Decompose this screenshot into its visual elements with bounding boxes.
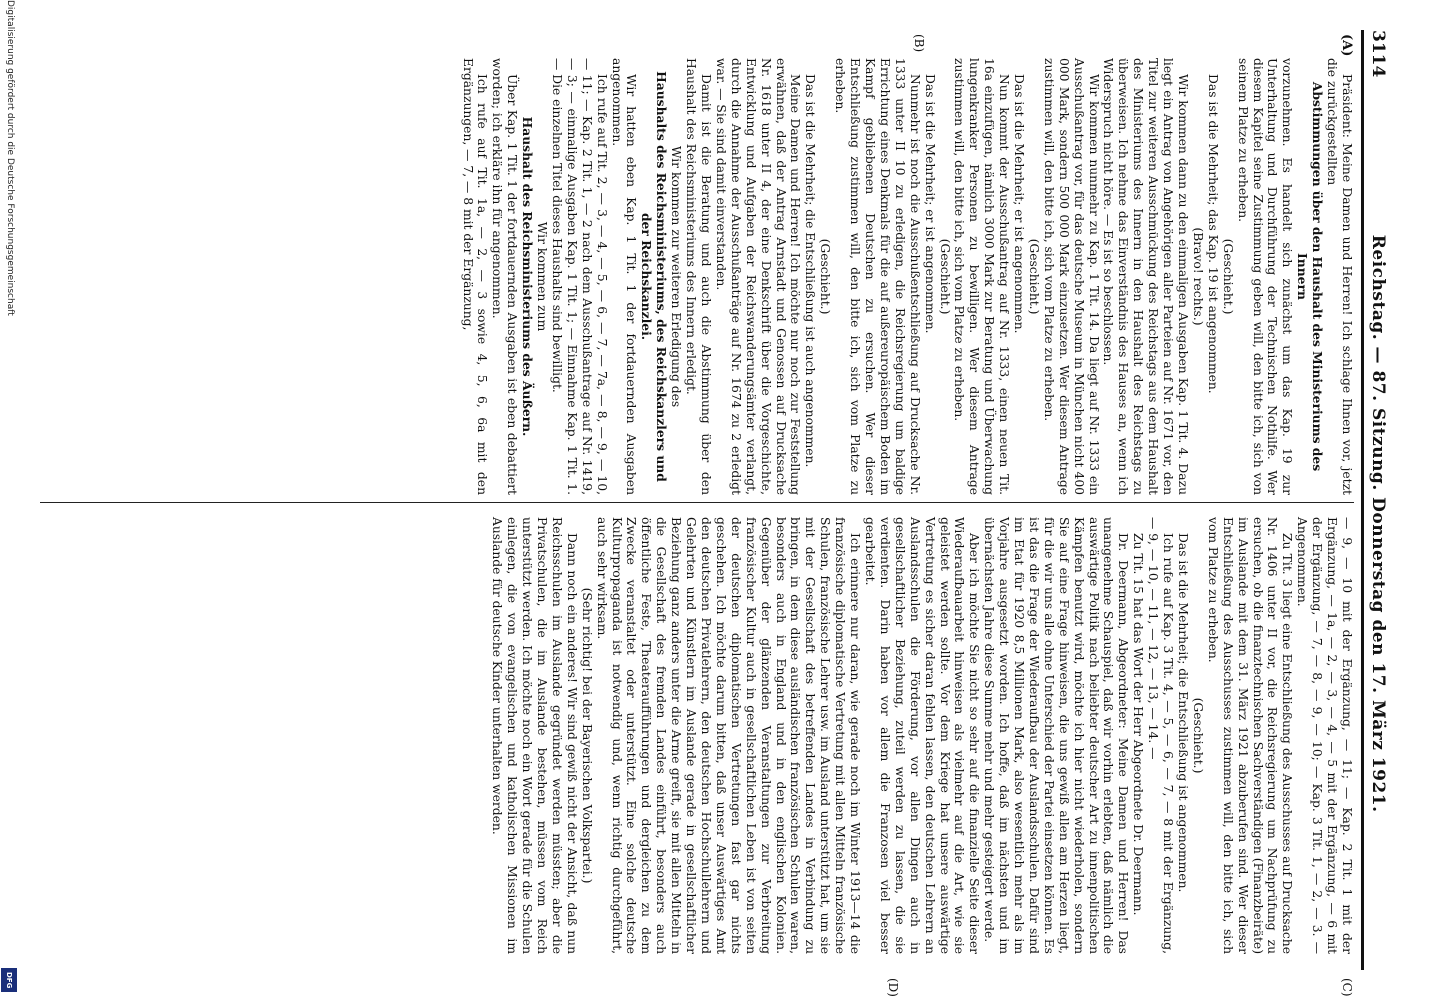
interjection: (Sehr richtig! bei der Bayerischen Volkspartei.) — [579, 587, 594, 884]
paragraph: Aber ich möchte Sie nicht so sehr auf die finanzielle Seite dieser Wiederaufbauarbeit hinweisen als vielmehr auf die Art, wie sie geleistet werden sollte. Vor dem Kriege hat unsere auswärtige Vertretung es sicher daran fehlen lassen, den deutschen Lehrern an Auslandsschulen die Förderung, vor allen Dingen auch in gesellschaftlicher Beziehung, zuteil werden zu lassen, die sie verdienten. Darin haben vor allem die Franzosen viel besser gearbeitet. — [863, 517, 982, 954]
paragraph: Wir kommen zur weiteren Erledigung des — [669, 145, 684, 408]
margin-mark-a: (A) — [1339, 34, 1354, 57]
section-heading: Haushalts des Reichsministeriums, des Reichskanzlers und der Reichskanzlei. — [639, 71, 670, 482]
paragraph: Ich rufe auf Tit. 2, — 3, — 4, — 5, — 6, — 7, — 7a, — 8, — 9, — 10, — 11; — Kap. 2 Tit. 1, — 2 nach dem Ausschußantrage auf Nr. 1419, — 3; — einmalige Ausgaben Kap. 1 Tit. 1; — Einnahme Kap. 1 Tit. 1. — Die einzelnen Titel dieses Haushalts sind bewilligt. — [549, 58, 609, 495]
column-separator — [40, 502, 1354, 503]
paragraph: Das ist die Mehrheit; das Kap. 19 ist angenommen. — [1205, 74, 1220, 394]
rotated-document-page — [20, 0, 1420, 1000]
margin-mark-d: (D) — [886, 978, 900, 997]
paragraph: Ich erinnere nur daran, wie gerade noch im Winter 1913—14 die französische diplomatische Vertretung mit allen Mitteln französische Schulen, französische Lehrer usw. im Ausland unterstützt hat, um sie mit der Gesellschaft des betreffenden Landes in Verbindung zu bringen, in dem diese ausländischen französischen Schulen waren, besonders auch in England und in den englischen Kolonien. Gegenüber der glänzenden Veranstaltungen zur Verbreitung französischer Kultur auch in gesellschaftlichen Leben ist von seiten der deutschen diplomatischen Vertretungen fast gar nichts geschehen. Ich möchte darum bitten, daß unser Auswärtiges Amt den deutschen Privatlehrern, den deutschen Hochschullehrern und Gelehrten und Künstlern im Auslande gerade in gesellschaftlicher Beziehung ganz anders unter die Arme greift, sie mit allen Mitteln in die Gesellschaft des fremden Landes einführt, besonders auch öffentliche Feste, Theateraufführungen und dergleichen zu dem Zwecke veranstaltet oder unterstützt. Eine solche deutsche Kulturpropaganda ist notwendig und, wenn richtig durchgeführt, auch sehr wirksam. — [594, 517, 863, 954]
interjection: (Bravo! rechts.) — [1190, 227, 1205, 326]
left-column — [40, 58, 1354, 495]
paragraph: Dann noch ein anderes! Wir sind gewiß nicht der Ansicht, daß nun Reichsschulen im Auslande gegründet werden müssten; aber die Privatschulen, die im Auslande bestehen, müssen vom Reich unterstützt werden. Ich möchte noch ein Wort gerade für die Schulen einlegen, die von evangelischen und katholischen Missionen im Auslande für deutsche Kinder unterhalten werden. — [490, 517, 579, 954]
paragraph: Das ist die Mehrheit; die Entschließung ist angenommen. — [1176, 533, 1191, 893]
interjection: (Geschieht.) — [818, 238, 833, 315]
paragraph: Wir kommen nunmehr zu Kap. 1 Tit. 14. Da liegt auf Nr. 1333 ein Ausschußantrag vor, für das deutsche Museum in München nicht 400 000 Mark, sondern 500 000 Mark einzusetzen. Wer diesem Antrage zustimmen will, den bitte ich, sich vom Platze zu erheben. — [1041, 58, 1101, 495]
paragraph: Damit ist die Beratung und auch die Abstimmung über den Haushalt des Reichsministeriums des Innern erledigt. — [684, 58, 714, 495]
interjection: (Geschieht.) — [1220, 238, 1235, 315]
paragraph: Nun kommt der Ausschußantrag auf Nr. 1333, einen neuen Tit. 16a einzufügen, nämlich 3000 Mark zur Beratung und Überwachung lungenkranker Personen zu bewilligen. Wer diesem Antrage zustimmen will, den bitte ich, sich vom Platze zu erheben. — [952, 58, 1012, 495]
paragraph: Ich rufe auf Kap. 3 Tit. 4, — 5, — 6, — 7, — 8 mit der Ergänzung, — 9, — 10, — 11, — 12, — 13, — 14. — — [1146, 517, 1176, 954]
paragraph: Wir hatten eben Kap. 1 Tit. 1 der fortdauernden Ausgaben angenommen. — [609, 58, 639, 495]
right-column — [40, 517, 1354, 954]
paragraph: Zu Tit. 15 hat das Wort der Herr Abgeordnete Dr. Deermann. — [1131, 533, 1146, 916]
interjection: (Geschieht.) — [937, 238, 952, 315]
paragraph: vorzunehmen. Es handelt sich zunächst um das Kap. 19 zur Unterhaltung und Durchführung der Technischen Nothilfe. Wer diesem Kapitel seine Zustimmung geben will, den bitte ich, sich von seinem Platze zu erheben. — [1235, 58, 1295, 495]
paragraph: Über Kap. 1 Tit. 1 der fortdauernden Ausgaben ist eben debattiert worden; ich erkläre ihn für angenommen. — [490, 58, 520, 495]
speaker-paragraph: Dr. Deermann, Abgeordneter: Meine Damen und Herren! Das unangenehme Schauspiel, daß wir vorhin erlebten, daß nämlich die auswärtige Politik nach beliebter deutscher Art zu innenpolitischen Kämpfen benutzt wird, möchte ich hier nicht wiederholen, sondern Sie auf eine Frage hinweisen, die uns gewiß allen am Herzen liegt, für die wir uns alle ohne Unterschied der Partei einsetzen können. Es ist das die Frage der Wiederaufbau der Auslandsschulen. Dafür sind im Etat für 1920 8,5 Millionen Mark, also wesentlich mehr als im Vorjahre ausgesetzt worden. Ich hoffe, daß im nächsten und im übernächsten Jahre diese Summe mehr und mehr gesteigert werde. — [982, 517, 1131, 954]
paragraph: Meine Damen und Herren! Ich möchte nur noch zur Feststellung erwähnen, daß der Antrag Arnstadt und Genossen auf Drucksache Nr. 1618 unter II 4, der eine Denkschrift über die Vorgeschichte, Entwicklung und Aufgaben der Reichswanderungsämter verlangt, durch die Annahme der Ausschußanträge auf Nr. 1674 zu 2 erledigt war. — Sie sind damit einverstanden. — [713, 58, 803, 495]
margin-mark-c: (C) — [1340, 978, 1354, 997]
paragraph: Nunmehr ist noch die Ausschußentschließung auf Drucksache Nr. 1333 unter II 10 zu erledigen, die Reichsregierung um baldige Errichtung eines Denkmals für die auf außereuropäischem Boden im Kampf gebliebenen Deutschen zu ersuchen. Wer dieser Entschließung zustimmen will, den bitte ich, sich vom Platze zu erheben. — [833, 58, 922, 495]
margin-mark-b: (B) — [912, 34, 926, 53]
paragraph: Ich rufe auf Tit. 1a, — 2, — 3 sowie 4, 5, 6, 6a mit den Ergänzungen, — 7, — 8 mit der Ergänzung, — [460, 58, 490, 495]
section-heading: Abstimmungen über den Haushalt des Ministeriums des Innern — [1295, 81, 1326, 472]
paragraph: Das ist die Mehrheit; er ist angenommen. — [1012, 74, 1027, 334]
dfg-logo: DFG — [1, 968, 17, 992]
funding-caption: Digitalisierung gefördert durch die Deutsche Forschungsgemeinschaft — [5, 0, 15, 316]
header-rule — [1361, 30, 1364, 970]
section-heading: Haushalt des Reichsministeriums des Äußern. — [520, 116, 536, 437]
paragraph: Zu Tit. 3 liegt eine Entschließung des Ausschusses auf Drucksache Nr. 1406 unter II vor, die Reichsregierung um Nachprüfung zu ersuchen, ob die finanztechnischen Sachverständigen (Finanzbeiräte) im Auslande mit dem 31. März 1921 abzuberufen sind. Wer dieser Entschließung des Ausschusses zustimmen will, den bitte ich, sich vom Platze zu erheben. — [1205, 517, 1295, 954]
interjection: (Geschieht.) — [1190, 697, 1205, 774]
paragraph: Das ist die Mehrheit; er ist angenommen. — [922, 74, 937, 334]
paragraph: — 9, — 10 mit der Ergänzung, — 11; — Kap. 2 Tit. 1 mit der Ergänzung, — 1a, — 2, — 3, — 4, — 5 mit der Ergänzung, — 6 mit der Ergänzung, — 7, — 8, — 9, — 10; — Kap. 3 Tit. 1, — 2, — 3. — Angenommen. — [1295, 517, 1354, 954]
paragraph: Präsident: Meine Damen und Herren! Ich schlage Ihnen vor, jetzt die zurückgestellten — [1325, 58, 1354, 495]
paragraph: Wir kommen dann zu den einmaligen Ausgaben Kap. 1 Tit. 4. Dazu liegt ein Antrag von Angehörigen aller Parteien auf Nr. 1671 vor, den Titel zur weiteren Ausschmückung des Reichstags aus dem Haushalt des Ministeriums des Innern in den Haushalt des Reichstags zu überweisen. Ich nehme das Einverständnis des Hauses an, wenn ich Widerspruch nicht höre. — Es ist so beschlossen. — [1101, 58, 1191, 495]
page-number: 3114 — [1368, 30, 1388, 78]
paragraph: Das ist die Mehrheit; die Entschließung ist auch angenommen. — [803, 74, 818, 468]
interjection: (Geschieht.) — [1026, 238, 1041, 315]
page-header — [1368, 30, 1402, 970]
page-header-title: Reichstag. — 87. Sitzung. Donnerstag den 17. März 1921. — [1368, 234, 1388, 813]
paragraph: Wir kommen zum — [535, 221, 550, 332]
